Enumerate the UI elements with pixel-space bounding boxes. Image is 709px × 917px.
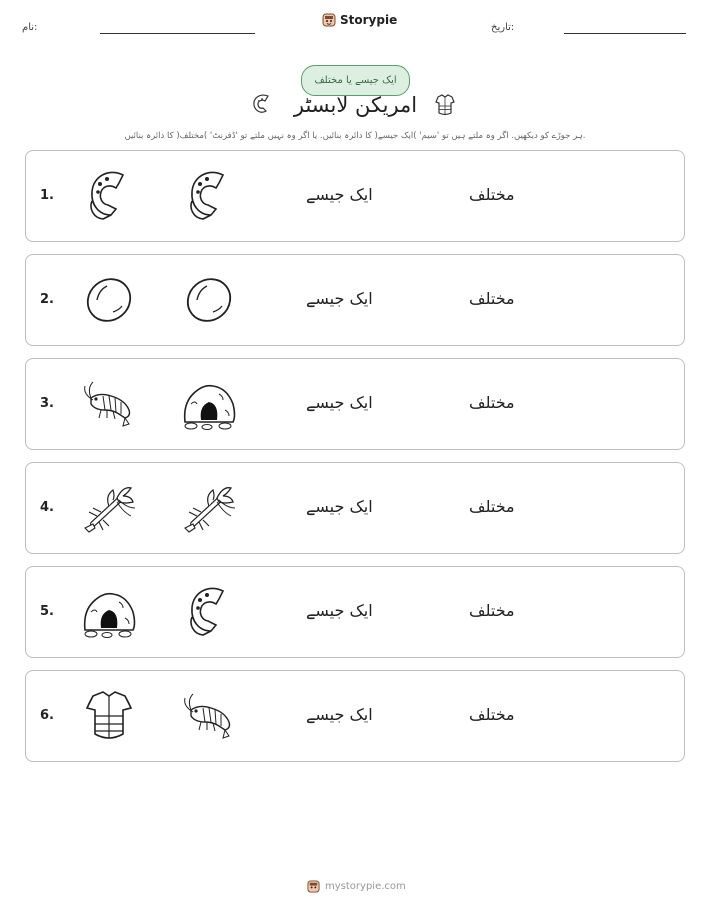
- option-same[interactable]: ایک جیسے: [306, 705, 373, 724]
- option-different[interactable]: مختلف: [469, 705, 515, 724]
- question-row-1: [25, 150, 685, 242]
- lobster-icon: [79, 478, 139, 538]
- date-label: تاریخ:: [491, 22, 515, 33]
- option-same[interactable]: ایک جیسے: [306, 601, 373, 620]
- cave-icon: [179, 374, 239, 434]
- claw-icon: [250, 92, 276, 118]
- option-different[interactable]: مختلف: [469, 497, 515, 516]
- lobster-icon: [179, 478, 239, 538]
- question-number: 1.: [40, 188, 54, 203]
- armor-icon: [432, 92, 458, 118]
- claw-icon: [79, 166, 139, 226]
- option-different[interactable]: مختلف: [469, 601, 515, 620]
- egg-icon: [79, 270, 139, 330]
- question-number: 4.: [40, 500, 54, 515]
- question-row-4: [25, 462, 685, 554]
- worksheet-title: امریکن لابسٹر: [293, 93, 418, 117]
- shrimp-icon: [79, 374, 139, 434]
- cave-icon: [79, 582, 139, 642]
- footer: [307, 880, 406, 893]
- name-label: نام:: [22, 22, 38, 33]
- egg-icon: [179, 270, 239, 330]
- brand-logo: [322, 13, 397, 27]
- option-same[interactable]: ایک جیسے: [306, 289, 373, 308]
- claw-icon: [179, 582, 239, 642]
- option-different[interactable]: مختلف: [469, 289, 515, 308]
- category-pill: ایک جیسے یا مختلف: [301, 65, 410, 96]
- brand-name: Storypie: [340, 13, 398, 27]
- option-same[interactable]: ایک جیسے: [306, 497, 373, 516]
- question-number: 3.: [40, 396, 54, 411]
- question-number: 2.: [40, 292, 54, 307]
- name-line[interactable]: [100, 33, 255, 34]
- instructions: ہر جوڑے کو دیکھیں. اگر وہ ملتے ہیں تو 'سیم' )ایک جیسے( کا دائرہ بنائیں. یا اگر وہ نہیں ملتے تو 'ڈفرنٹ' )مختلف( کا دائرہ بنائیں.: [124, 131, 586, 141]
- footer-url[interactable]: mystorypie.com: [325, 881, 406, 892]
- date-line[interactable]: [564, 33, 686, 34]
- option-same[interactable]: ایک جیسے: [306, 185, 373, 204]
- option-different[interactable]: مختلف: [469, 185, 515, 204]
- storypie-mascot-icon: [322, 13, 336, 27]
- claw-icon: [179, 166, 239, 226]
- armor-icon: [79, 686, 139, 746]
- question-row-6: [25, 670, 685, 762]
- shrimp-icon: [179, 686, 239, 746]
- storypie-mascot-icon: [307, 880, 320, 893]
- question-row-5: [25, 566, 685, 658]
- option-different[interactable]: مختلف: [469, 393, 515, 412]
- question-row-2: [25, 254, 685, 346]
- question-row-3: [25, 358, 685, 450]
- option-same[interactable]: ایک جیسے: [306, 393, 373, 412]
- question-number: 6.: [40, 708, 54, 723]
- question-number: 5.: [40, 604, 54, 619]
